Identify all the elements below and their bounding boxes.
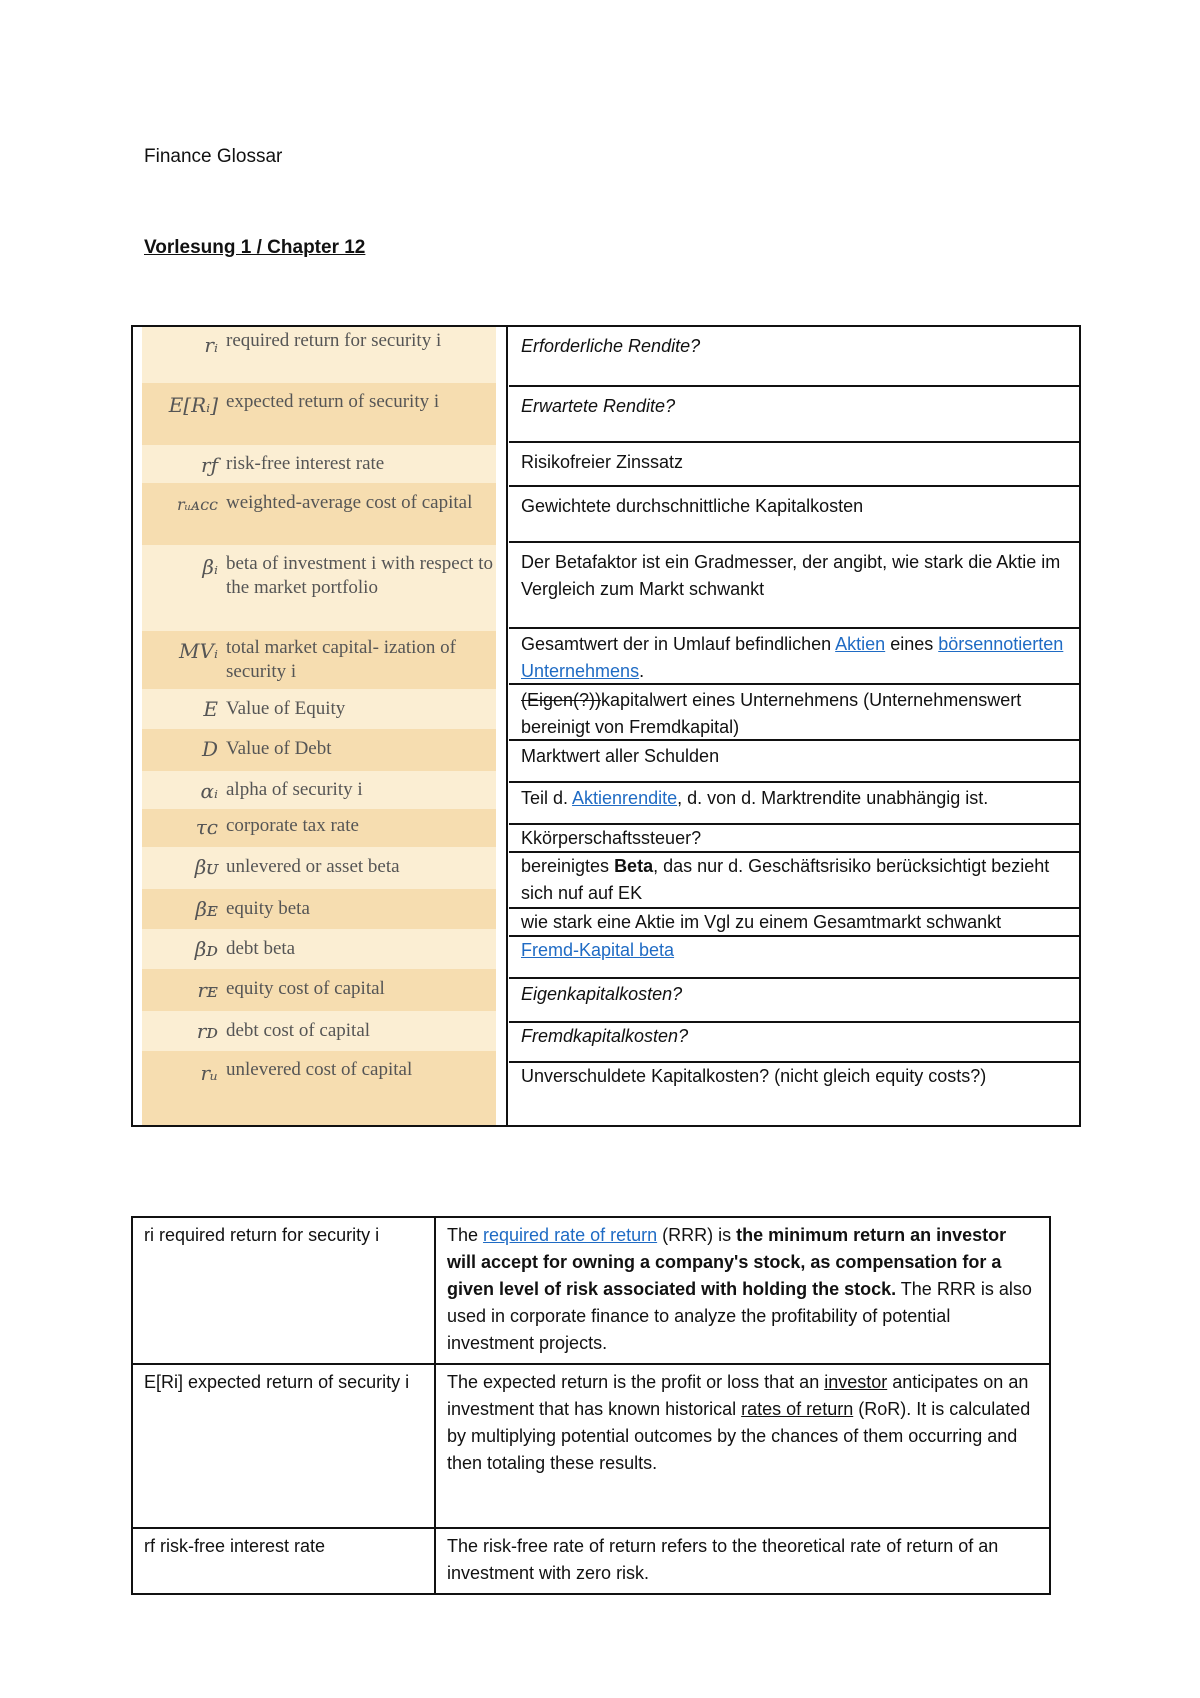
term-label: equity beta: [226, 898, 310, 919]
translation-cell: Fremdkapitalkosten?: [509, 1023, 1079, 1063]
translation-text: .: [639, 661, 645, 681]
translation-cell: Gewichtete durchschnittliche Kapitalkosten: [509, 487, 1079, 543]
term-label: debt cost of capital: [226, 1020, 371, 1041]
term-label: unlevered cost of capital: [226, 1059, 413, 1080]
definition-text: [435, 1364, 1050, 1528]
translation-cell: Erwartete Rendite?: [509, 387, 1079, 443]
term-symbol: βᵢ: [202, 555, 218, 579]
def-text: The: [447, 1225, 484, 1245]
term-label: risk-free interest rate: [226, 453, 385, 474]
glossary-term-row: [142, 969, 496, 1011]
section-heading: Vorlesung 1 / Chapter 12: [144, 237, 366, 258]
translation-text: Gesamtwert der in Umlauf befindlichen: [521, 634, 836, 654]
glossary-term-row: [142, 847, 496, 889]
term-label: Value of Debt: [226, 738, 332, 759]
translation-text: bereinigtes: [521, 856, 615, 876]
term-symbol: βᴅ: [194, 937, 218, 961]
term-label: beta of investment i with respect to the market portfolio: [226, 553, 493, 598]
term-symbol: E: [203, 697, 218, 721]
term-label: expected return of security i: [226, 391, 440, 412]
required-rate-of-return-link[interactable]: required rate of return: [483, 1225, 658, 1245]
glossary-term-row: [142, 631, 496, 689]
glossary-term-row: [142, 771, 496, 809]
definition-text: [435, 1217, 1050, 1364]
translation-cell: Risikofreier Zinssatz: [509, 443, 1079, 487]
translation-cell: [509, 783, 1079, 825]
glossary-term-row: [142, 327, 496, 383]
translation-bold: Beta: [614, 856, 654, 876]
translation-cell: wie stark eine Aktie im Vgl zu einem Gesamtmarkt schwankt: [509, 909, 1079, 937]
investor-link[interactable]: investor: [824, 1372, 888, 1392]
glossary-term-row: [142, 689, 496, 729]
def-text: (RoR). It is calculated by multiplying potential outcomes by the chances of them occurring and then totaling these results.: [447, 1399, 1031, 1473]
definition-text: [435, 1528, 1050, 1594]
translation-text: Teil d.: [521, 788, 573, 808]
definition-row: [132, 1217, 1050, 1364]
glossary-term-row: [142, 729, 496, 771]
term-symbol: rᵢ: [204, 333, 218, 357]
definitions-table: [131, 1216, 1051, 1595]
term-label: Value of Equity: [226, 698, 346, 719]
term-symbol: rƒ: [201, 453, 218, 477]
aktienrendite-link[interactable]: Aktienrendite: [572, 788, 678, 808]
aktien-link[interactable]: Aktien: [835, 634, 886, 654]
translation-cell: [509, 853, 1079, 909]
term-symbol: MVᵢ: [179, 639, 218, 663]
translation-cell: Erforderliche Rendite?: [509, 327, 1079, 387]
term-symbol: βᴇ: [195, 897, 218, 921]
translation-cell: Der Betafaktor ist ein Gradmesser, der angibt, wie stark die Aktie im Vergleich zum Markt schwankt: [509, 543, 1079, 629]
term-label: required return for security i: [226, 330, 442, 351]
term-symbol: αᵢ: [200, 779, 218, 803]
term-symbol: rᴅ: [196, 1019, 218, 1043]
glossary-image-column: [142, 327, 496, 1125]
translation-cell: Eigenkapitalkosten?: [509, 979, 1079, 1023]
translation-text: , d. von d. Marktrendite unabhängig ist.: [677, 788, 989, 808]
glossary-term-row: [142, 1051, 496, 1125]
glossary-term-row: [142, 545, 496, 631]
definition-term: E[Ri] expected return of security i: [132, 1364, 435, 1528]
translation-text: eines: [885, 634, 939, 654]
fremdkapital-beta-link[interactable]: Fremd-Kapital beta: [521, 940, 675, 960]
term-label: unlevered or asset beta: [226, 856, 400, 877]
translation-text: , das nur d. Geschäftsrisiko berücksichtigt bezieht sich nuf auf EK: [521, 856, 1050, 903]
def-text: The expected return is the profit or loss that an: [447, 1372, 825, 1392]
translation-cell: [509, 937, 1079, 979]
term-symbol: rᵤᴀᴄᴄ: [177, 495, 218, 514]
glossary-table: [131, 325, 1081, 1127]
glossary-term-row: [142, 929, 496, 969]
definition-term: rf risk-free interest rate: [132, 1528, 435, 1594]
def-bold: the minimum return an investor will accept for owning a company's stock, as compensation for a given level of risk associated with holding the stock.: [447, 1225, 1007, 1299]
column-divider: [506, 327, 508, 1125]
def-text: anticipates on an investment that has known historical: [447, 1372, 1029, 1419]
translation-cell: Unverschuldete Kapitalkosten? (nicht gleich equity costs?): [521, 1066, 987, 1086]
glossary-term-row: [142, 483, 496, 545]
translation-cell: Kkörperschaftssteuer?: [509, 825, 1079, 853]
glossary-term-row: [142, 445, 496, 483]
definition-term: ri required return for security i: [132, 1217, 435, 1364]
term-label: debt beta: [226, 938, 296, 959]
term-label: alpha of security i: [226, 779, 363, 800]
translation-cell: [509, 685, 1079, 741]
glossary-term-row: [142, 889, 496, 929]
translation-cell: [509, 629, 1079, 685]
glossary-term-row: [142, 1011, 496, 1051]
boersennotierte-unternehmen-link[interactable]: börsennotierten Unternehmens: [521, 634, 1064, 681]
def-text: The RRR is also used in corporate finance to analyze the profitability of potential investment projects.: [447, 1279, 1032, 1353]
struck-text: (Eigen(?)): [521, 690, 602, 710]
definition-row: [132, 1364, 1050, 1528]
glossary-term-row: [142, 383, 496, 445]
term-symbol: D: [201, 737, 218, 761]
definition-row: [132, 1528, 1050, 1594]
translation-text: kapitalwert eines Unternehmens (Unternehmenswert bereinigt von Fremdkapital): [521, 690, 1022, 737]
rates-of-return-link[interactable]: rates of return: [741, 1399, 854, 1419]
translation-cell: Marktwert aller Schulden: [509, 741, 1079, 783]
def-text: The risk-free rate of return refers to the theoretical rate of return of an investment with zero risk.: [447, 1536, 999, 1583]
term-label: weighted-average cost of capital: [226, 492, 473, 513]
term-symbol: rᴇ: [197, 978, 218, 1002]
def-text: (RRR) is: [657, 1225, 737, 1245]
term-symbol: rᵤ: [200, 1061, 218, 1085]
term-label: equity cost of capital: [226, 978, 385, 999]
term-symbol: E[Rᵢ]: [168, 393, 218, 417]
term-symbol: βᴜ: [194, 855, 218, 879]
term-label: corporate tax rate: [226, 815, 359, 836]
document-title: Finance Glossar: [144, 146, 283, 167]
term-label: total market capital- ization of security i: [226, 637, 457, 682]
glossary-term-row: [142, 809, 496, 847]
term-symbol: τᴄ: [195, 815, 218, 839]
